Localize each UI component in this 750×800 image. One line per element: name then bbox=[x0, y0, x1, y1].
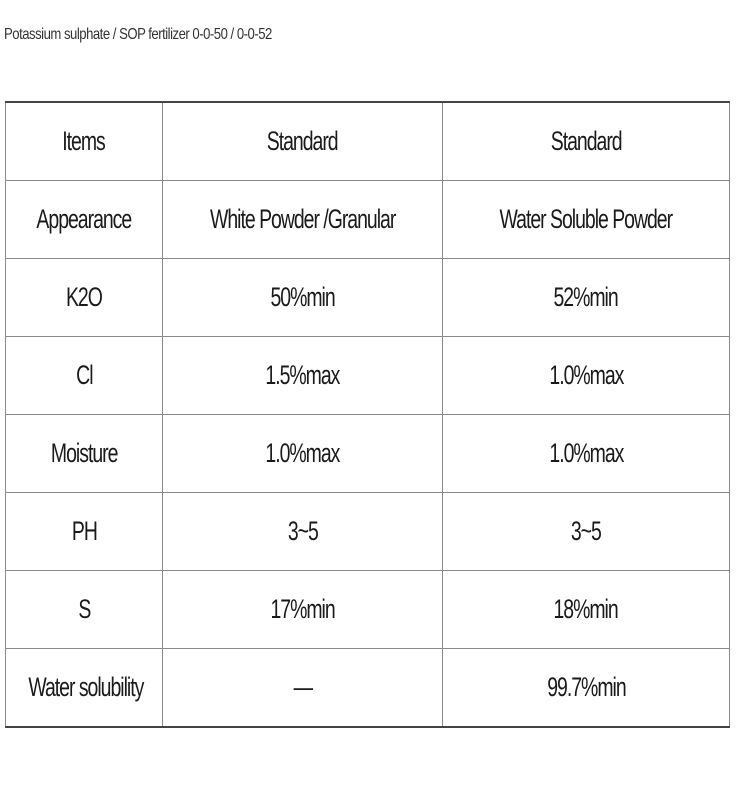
item-cell bbox=[6, 415, 163, 493]
table-row bbox=[6, 415, 730, 493]
value-cell bbox=[443, 181, 730, 259]
value-text: 1.0%max bbox=[549, 360, 623, 390]
item-label: S bbox=[78, 594, 90, 624]
table-row bbox=[6, 337, 730, 415]
header-label: Standard bbox=[550, 126, 622, 156]
value-cell bbox=[163, 571, 443, 649]
table-row bbox=[6, 181, 730, 259]
value-cell bbox=[163, 259, 443, 337]
value-text: 99.7%min bbox=[546, 672, 626, 702]
value-cell bbox=[163, 493, 443, 571]
value-cell bbox=[443, 415, 730, 493]
item-label: PH bbox=[71, 516, 97, 546]
value-text: 1.0%max bbox=[265, 438, 340, 468]
value-text: 50%min bbox=[270, 282, 335, 312]
value-cell bbox=[443, 337, 730, 415]
item-cell bbox=[6, 493, 163, 571]
item-label: Appearance bbox=[36, 204, 132, 234]
item-label: Moisture bbox=[50, 438, 118, 468]
value-cell bbox=[163, 337, 443, 415]
value-text: 1.5%max bbox=[265, 360, 340, 390]
value-cell bbox=[443, 259, 730, 337]
header-label: Items bbox=[62, 126, 106, 156]
item-label: Water solubility bbox=[28, 672, 144, 702]
value-cell bbox=[443, 571, 730, 649]
value-text: Water Soluble Powder bbox=[499, 204, 673, 234]
item-cell bbox=[6, 181, 163, 259]
table-row bbox=[6, 571, 730, 649]
item-label: Cl bbox=[75, 360, 93, 390]
item-cell bbox=[6, 259, 163, 337]
table-row bbox=[6, 649, 730, 728]
header-label: Standard bbox=[267, 126, 338, 156]
value-text: 1.0%max bbox=[549, 438, 623, 468]
item-cell bbox=[6, 649, 163, 728]
item-label: K2O bbox=[66, 282, 102, 312]
header-cell-standard-1 bbox=[163, 102, 443, 181]
specification-table bbox=[5, 101, 730, 728]
value-cell bbox=[163, 649, 443, 728]
page-title: Potassium sulphate / SOP fertilizer 0-0-50 / 0-0-52 bbox=[4, 26, 272, 43]
table-header-row bbox=[6, 102, 730, 181]
value-text: White Powder /Granular bbox=[209, 204, 396, 234]
value-cell bbox=[163, 181, 443, 259]
value-text: — bbox=[293, 672, 312, 702]
value-cell bbox=[443, 493, 730, 571]
value-text: 18%min bbox=[553, 594, 619, 624]
table-row bbox=[6, 259, 730, 337]
table-row bbox=[6, 493, 730, 571]
header-cell-items bbox=[6, 102, 163, 181]
value-cell bbox=[163, 415, 443, 493]
value-text: 3~5 bbox=[571, 516, 601, 546]
value-text: 52%min bbox=[553, 282, 619, 312]
item-cell bbox=[6, 337, 163, 415]
item-cell bbox=[6, 571, 163, 649]
header-cell-standard-2 bbox=[443, 102, 730, 181]
value-text: 17%min bbox=[270, 594, 335, 624]
value-text: 3~5 bbox=[287, 516, 318, 546]
value-cell bbox=[443, 649, 730, 728]
